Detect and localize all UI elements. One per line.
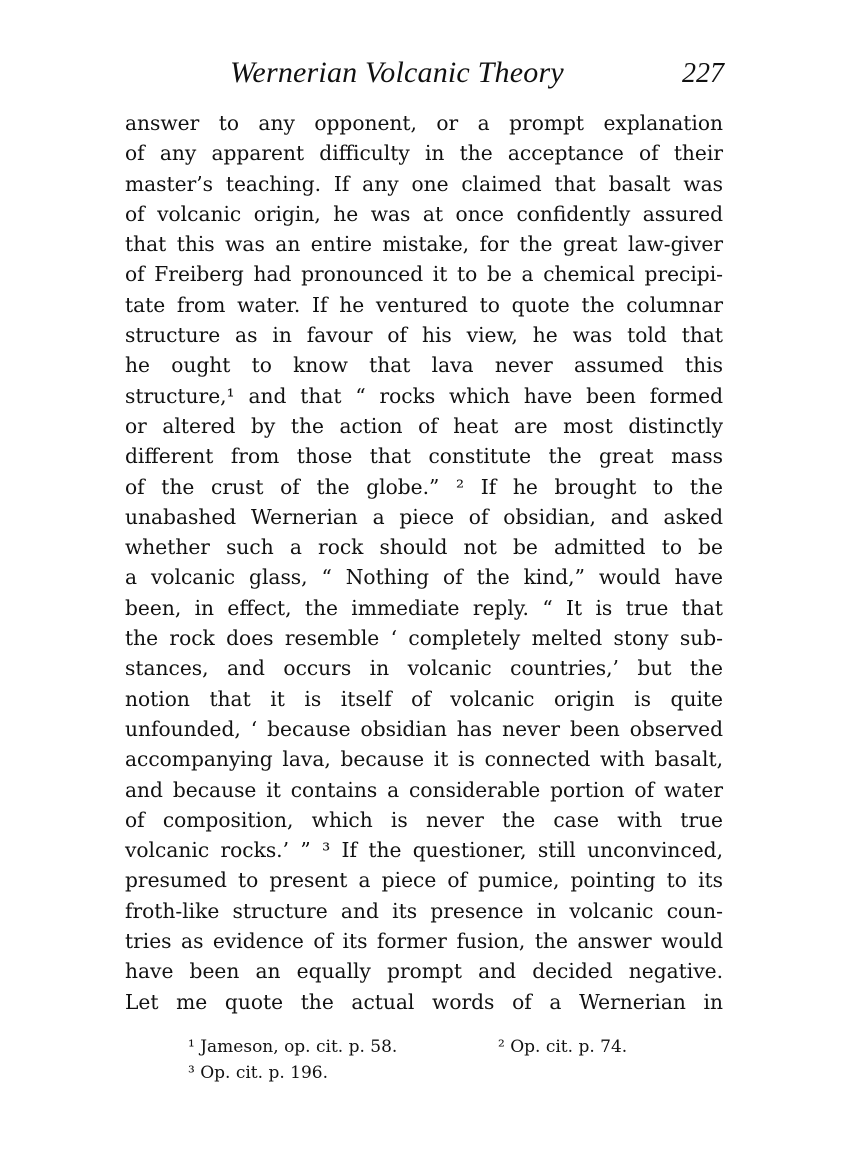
text-line: the rock does resemble ‘ completely melted stony sub- [125, 626, 723, 651]
footnotes [188, 1034, 708, 1086]
text-line: unfounded, ‘ because obsidian has never been observed [125, 716, 723, 741]
text-line: froth-like structure and its presence in volcanic coun- [125, 898, 723, 923]
text-line: he ought to know that lava never assumed this [125, 353, 723, 378]
body-text [125, 108, 723, 1017]
text-line: whether such a rock should not be admitted to be [125, 535, 723, 560]
text-line: stances, and occurs in volcanic countries,’ but the [125, 656, 723, 681]
text-line: notion that it is itself of volcanic origin is quite [125, 686, 723, 711]
text-line: of any apparent difficulty in the acceptance of their [125, 141, 723, 166]
text-line: different from those that constitute the great mass [125, 444, 723, 469]
page-header [230, 56, 730, 96]
text-line: presumed to present a piece of pumice, pointing to its [125, 868, 723, 893]
page-number: 227 [682, 58, 724, 89]
text-line: master’s teaching. If any one claimed that basalt was [125, 171, 723, 196]
footnote-row [188, 1034, 708, 1060]
footnote-row [188, 1060, 708, 1086]
text-line: structure,¹ and that “ rocks which have been formed [125, 383, 723, 408]
text-line: answer to any opponent, or a prompt explanation [125, 111, 723, 135]
text-line: of composition, which is never the case with true [125, 807, 723, 832]
text-line: of Freiberg had pronounced it to be a chemical precipi- [125, 262, 723, 287]
running-title: Wernerian Volcanic Theory [230, 56, 564, 89]
text-line: of the crust of the globe.” ² If he brought to the [125, 474, 723, 499]
text-line: have been an equally prompt and decided negative. [125, 959, 723, 984]
text-line: tate from water. If he ventured to quote the columnar [125, 292, 723, 317]
footnote-2: ² Op. cit. p. 74. [498, 1037, 628, 1057]
text-line: a volcanic glass, “ Nothing of the kind,” would have [125, 565, 723, 590]
text-line: volcanic rocks.’ ” ³ If the questioner, still unconvinced, [125, 838, 723, 863]
text-line: tries as evidence of its former fusion, the answer would [125, 929, 723, 954]
text-line: of volcanic origin, he was at once confidently assured [125, 201, 723, 226]
footnote-1: ¹ Jameson, op. cit. p. 58. [188, 1037, 398, 1057]
text-line: unabashed Wernerian a piece of obsidian, and asked [125, 504, 723, 529]
text-line: or altered by the action of heat are most distinctly [125, 413, 723, 438]
text-line: structure as in favour of his view, he was told that [125, 323, 723, 348]
text-line: Let me quote the actual words of a Wernerian in [125, 989, 723, 1014]
text-line: that this was an entire mistake, for the great law-giver [125, 232, 723, 257]
footnote-3: ³ Op. cit. p. 196. [188, 1063, 328, 1083]
text-line: been, in effect, the immediate reply. “ It is true that [125, 595, 723, 620]
text-line: accompanying lava, because it is connected with basalt, [125, 747, 723, 772]
text-line: and because it contains a considerable portion of water [125, 777, 723, 802]
